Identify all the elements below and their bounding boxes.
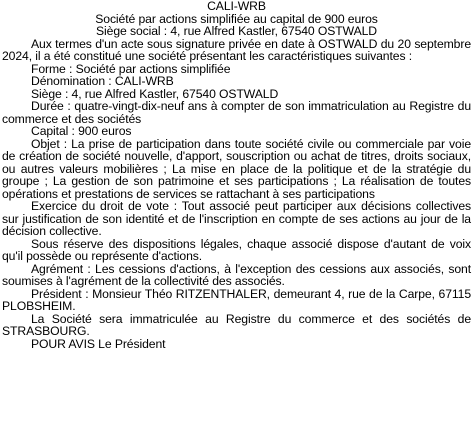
registered-office: Siège social : 4, rue Alfred Kastler, 67540 OSTWALD — [96, 24, 377, 38]
paragraph-purpose: Objet : La prise de participation dans toute société civile ou commerciale par voie de création de société nouvelle, d'apport, souscription ou achat de titres, droits sociaux, ou autres valeurs mobilières ; La mise en place de la politique et de la stratégie du groupe ; La gestion de son patrimoine et ses participations ; La réalisation de toutes opérations et prestations de services se rattachant à ses participations — [2, 136, 471, 201]
paragraph-votes: Sous réserve des dispositions légales, chaque associé dispose d'autant de voix qu'il possède ou représente d'actions. — [2, 236, 471, 263]
paragraph-deed: Aux termes d'un acte sous signature privée en date à OSTWALD du 20 septembre 2024, il a été constitué une société présentant les caractéristiques suivantes : — [2, 36, 471, 63]
paragraph-registration: La Société sera immatriculée au Registre du commerce et des sociétés de STRASBOURG. — [2, 311, 471, 338]
paragraph-approval: Agrément : Les cessions d'actions, à l'exception des cessions aux associés, sont soumises à l'agrément de la collectivité des associés. — [2, 261, 471, 288]
legal-notice — [2, 0, 471, 350]
paragraph-duration: Durée : quatre-vingt-dix-neuf ans à compter de son immatriculation au Registre du commerce et des sociétés — [2, 99, 471, 126]
paragraph-voting-right: Exercice du droit de vote : Tout associé peut participer aux décisions collectives sur justification de son identité et de l'inscription en compte de ses actions au jour de la décision collective. — [2, 199, 471, 238]
paragraph-capital: Capital : 900 euros — [31, 124, 132, 138]
paragraph-denomination: Dénomination : CALI-WRB — [31, 74, 174, 88]
paragraph-signature: POUR AVIS Le Président — [31, 336, 166, 351]
paragraph-seat: Siège : 4, rue Alfred Kastler, 67540 OSTWALD — [31, 86, 279, 101]
paragraph-form: Forme : Société par actions simplifiée — [31, 61, 231, 76]
company-form-capital: Société par actions simplifiée au capital de 900 euros — [95, 11, 378, 26]
paragraph-president: Président : Monsieur Théo RITZENTHALER, demeurant 4, rue de la Carpe, 67115 PLOBSHEIM. — [2, 286, 471, 313]
company-name: CALI-WRB — [207, 0, 266, 13]
